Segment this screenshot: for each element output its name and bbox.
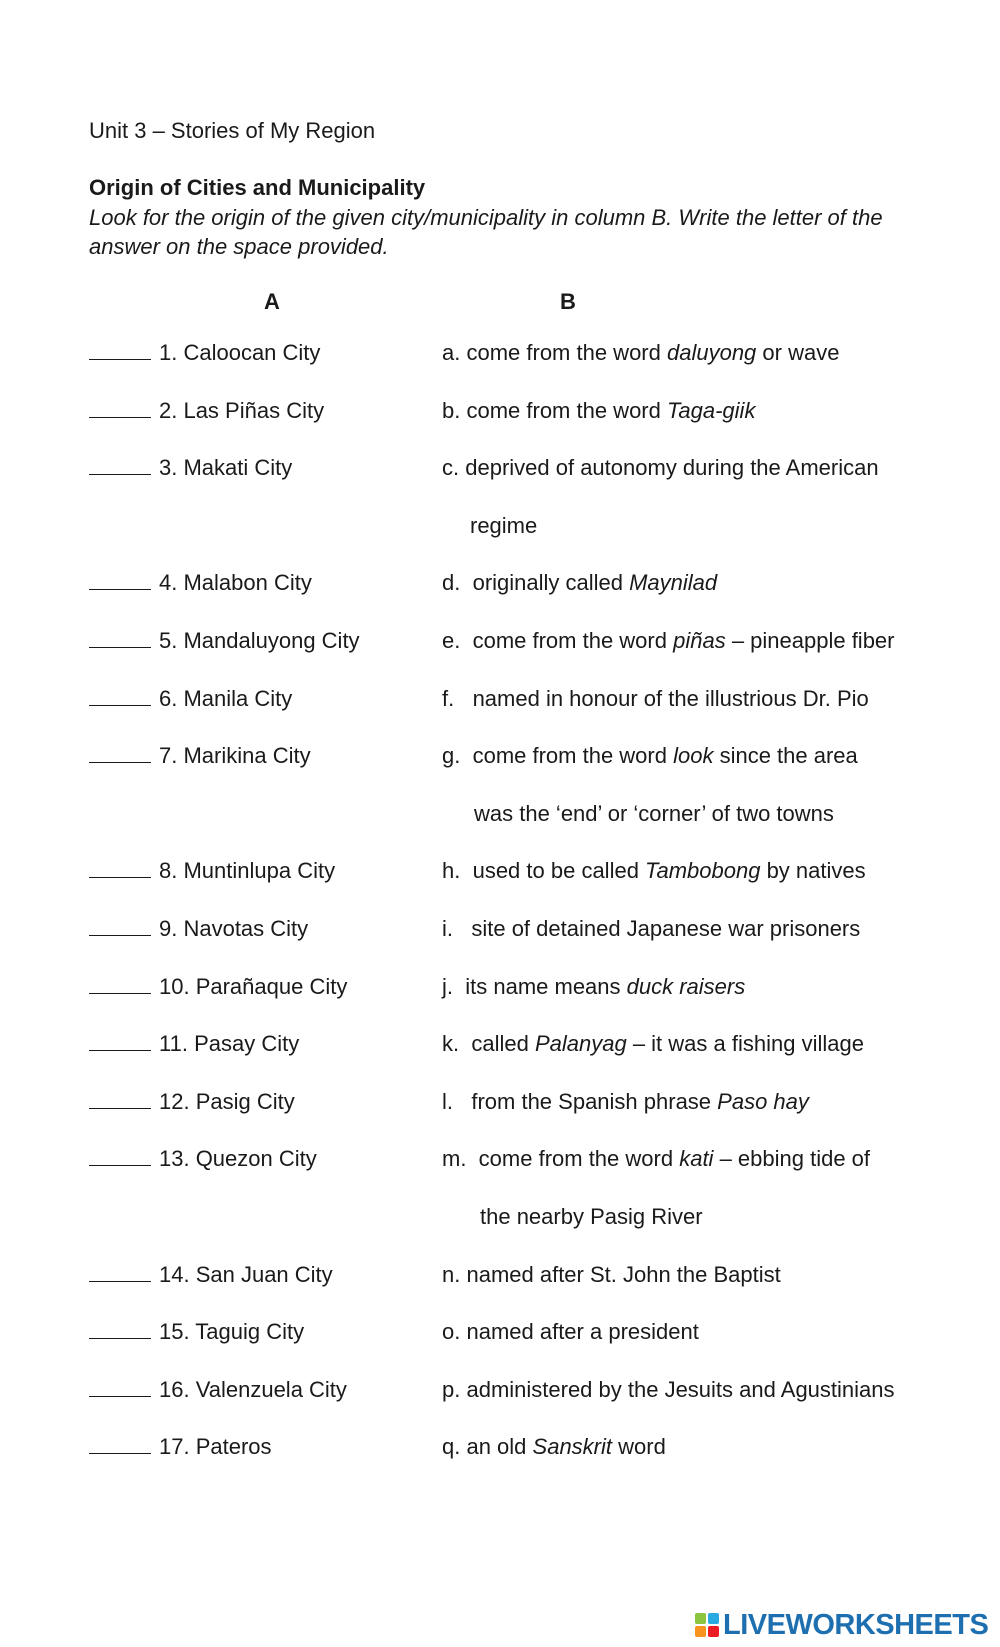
option-row bbox=[442, 858, 866, 888]
logo-square-icon bbox=[708, 1613, 719, 1624]
option-letter: q. bbox=[442, 1434, 467, 1460]
option-text-end: – ebbing tide of bbox=[713, 1146, 871, 1172]
option-letter: f. bbox=[442, 685, 461, 711]
option-text: come from the word bbox=[472, 1146, 680, 1172]
option-row bbox=[442, 743, 858, 773]
worksheet-title: Origin of Cities and Municipality bbox=[89, 175, 426, 200]
option-emphasis: look bbox=[673, 743, 714, 769]
option-row bbox=[442, 1377, 895, 1407]
option-row bbox=[442, 398, 755, 428]
item-row bbox=[89, 858, 335, 888]
option-letter: i. bbox=[442, 916, 460, 941]
item-row bbox=[89, 1377, 347, 1407]
answer-blank[interactable] bbox=[89, 975, 151, 994]
option-row bbox=[442, 570, 717, 600]
logo-square-icon bbox=[695, 1626, 706, 1637]
option-letter: j. bbox=[442, 973, 460, 999]
option-text: originally called bbox=[466, 570, 630, 596]
option-row bbox=[442, 340, 839, 370]
option-text: deprived of autonomy during the American bbox=[465, 455, 879, 481]
option-text: from the Spanish phrase bbox=[459, 1088, 718, 1114]
option-letter: e. bbox=[442, 628, 467, 653]
column-b-header: B bbox=[560, 289, 576, 314]
instructions: Look for the origin of the given city/municipality in column B. Write the letter of the answer on the space provided. bbox=[89, 205, 883, 259]
option-row bbox=[442, 1319, 699, 1349]
item-row bbox=[89, 1089, 295, 1119]
option-text: named in honour of the illustrious Dr. Pio bbox=[460, 685, 869, 711]
item-label: 9. Navotas City bbox=[159, 916, 309, 941]
item-label: 7. Marikina City bbox=[159, 743, 311, 769]
item-label: 6. Manila City bbox=[159, 685, 293, 711]
answer-blank[interactable] bbox=[89, 1263, 151, 1282]
item-row bbox=[89, 340, 320, 370]
item-row bbox=[89, 398, 324, 428]
option-text: come from the word bbox=[466, 397, 667, 423]
option-row bbox=[442, 974, 745, 1004]
option-row bbox=[442, 455, 879, 485]
option-text: called bbox=[465, 1031, 535, 1057]
option-row bbox=[442, 1031, 864, 1061]
option-letter: k. bbox=[442, 1031, 466, 1057]
item-row bbox=[89, 974, 347, 1004]
option-row bbox=[442, 628, 895, 658]
item-label: 10. Parañaque City bbox=[159, 973, 348, 999]
item-label: 14. San Juan City bbox=[159, 1261, 333, 1287]
option-emphasis: Taga-giik bbox=[666, 397, 756, 423]
answer-blank[interactable] bbox=[89, 1147, 151, 1166]
logo-text: LIVEWORKSHEETS bbox=[723, 1608, 989, 1641]
option-letter: a. bbox=[442, 340, 467, 365]
option-row bbox=[442, 1089, 809, 1119]
item-label: 13. Quezon City bbox=[159, 1146, 317, 1172]
option-letter: l. bbox=[442, 1088, 460, 1114]
option-continuation: regime bbox=[470, 512, 538, 538]
item-label: 11. Pasay City bbox=[159, 1031, 300, 1057]
answer-blank[interactable] bbox=[89, 571, 151, 590]
option-continuation: the nearby Pasig River bbox=[480, 1204, 703, 1229]
answer-blank[interactable] bbox=[89, 1090, 151, 1109]
item-row bbox=[89, 628, 360, 658]
item-label: 12. Pasig City bbox=[159, 1088, 295, 1114]
answer-blank[interactable] bbox=[89, 1378, 151, 1397]
item-label: 1. Caloocan City bbox=[159, 340, 321, 365]
answer-blank[interactable] bbox=[89, 629, 151, 648]
answer-blank[interactable] bbox=[89, 1032, 151, 1051]
option-emphasis: Palanyag bbox=[534, 1031, 627, 1057]
option-text: named after a president bbox=[466, 1319, 699, 1345]
option-letter: c. bbox=[442, 455, 466, 481]
logo-square-icon bbox=[695, 1613, 706, 1624]
answer-blank[interactable] bbox=[89, 917, 151, 936]
item-label: 15. Taguig City bbox=[159, 1319, 305, 1345]
item-row bbox=[89, 1031, 299, 1061]
option-text-end: since the area bbox=[713, 743, 858, 769]
answer-blank[interactable] bbox=[89, 687, 151, 706]
option-letter: o. bbox=[442, 1319, 467, 1345]
option-emphasis: Tambobong bbox=[645, 858, 761, 884]
option-text: come from the word bbox=[466, 628, 674, 653]
option-letter: h. bbox=[442, 858, 467, 884]
answer-blank[interactable] bbox=[89, 341, 151, 360]
option-emphasis: duck raisers bbox=[626, 973, 746, 999]
option-text-end: word bbox=[612, 1434, 666, 1460]
logo-square-icon bbox=[708, 1626, 719, 1637]
item-row bbox=[89, 686, 292, 716]
option-continuation: was the ‘end’ or ‘corner’ of two towns bbox=[474, 800, 834, 826]
item-label: 17. Pateros bbox=[159, 1434, 272, 1460]
option-letter: p. bbox=[442, 1376, 467, 1402]
unit-heading: Unit 3 – Stories of My Region bbox=[89, 118, 376, 143]
item-row bbox=[89, 455, 292, 485]
answer-blank[interactable] bbox=[89, 744, 151, 763]
option-text: come from the word bbox=[466, 743, 674, 769]
option-text: its name means bbox=[459, 973, 627, 999]
option-emphasis: Paso hay bbox=[717, 1088, 809, 1114]
item-row bbox=[89, 1319, 304, 1349]
option-text-end: or wave bbox=[756, 340, 840, 365]
item-label: 2. Las Piñas City bbox=[159, 397, 325, 423]
answer-blank[interactable] bbox=[89, 456, 151, 475]
option-row bbox=[442, 1262, 781, 1292]
option-text-end: – it was a fishing village bbox=[626, 1031, 864, 1057]
option-text: administered by the Jesuits and Agustinians bbox=[466, 1376, 895, 1402]
item-row bbox=[89, 1146, 317, 1176]
option-text: site of detained Japanese war prisoners bbox=[459, 916, 861, 941]
option-row bbox=[442, 1434, 666, 1464]
item-label: 3. Makati City bbox=[159, 455, 293, 481]
option-text: used to be called bbox=[466, 858, 646, 884]
option-row bbox=[442, 686, 869, 716]
item-label: 4. Malabon City bbox=[159, 570, 312, 596]
answer-blank[interactable] bbox=[89, 1320, 151, 1339]
item-label: 5. Mandaluyong City bbox=[159, 628, 360, 653]
option-emphasis: kati bbox=[679, 1146, 714, 1172]
option-text: an old bbox=[466, 1434, 533, 1460]
answer-blank[interactable] bbox=[89, 1435, 151, 1454]
option-text-end: by natives bbox=[760, 858, 866, 884]
item-row bbox=[89, 743, 311, 773]
option-emphasis: Maynilad bbox=[629, 570, 718, 596]
option-row bbox=[442, 1146, 870, 1176]
logo-mark-icon bbox=[695, 1613, 719, 1637]
option-text-end: – pineapple fiber bbox=[725, 628, 895, 653]
answer-blank[interactable] bbox=[89, 859, 151, 878]
item-row bbox=[89, 570, 312, 600]
item-label: 8. Muntinlupa City bbox=[159, 858, 336, 884]
column-a-header: A bbox=[264, 289, 280, 314]
option-emphasis: daluyong bbox=[666, 340, 757, 365]
option-emphasis: piñas bbox=[673, 628, 726, 653]
option-letter: n. bbox=[442, 1261, 467, 1287]
option-letter: m. bbox=[442, 1146, 473, 1172]
option-letter: b. bbox=[442, 397, 467, 423]
option-emphasis: Sanskrit bbox=[532, 1434, 613, 1460]
answer-blank[interactable] bbox=[89, 399, 151, 418]
item-row bbox=[89, 1262, 333, 1292]
item-label: 16. Valenzuela City bbox=[159, 1376, 347, 1402]
option-row bbox=[442, 916, 860, 946]
liveworksheets-logo bbox=[695, 1610, 988, 1640]
option-letter: g. bbox=[442, 743, 467, 769]
item-row bbox=[89, 916, 308, 946]
option-text: named after St. John the Baptist bbox=[466, 1261, 781, 1287]
option-letter: d. bbox=[442, 570, 467, 596]
item-row bbox=[89, 1434, 272, 1464]
option-text: come from the word bbox=[466, 340, 667, 365]
